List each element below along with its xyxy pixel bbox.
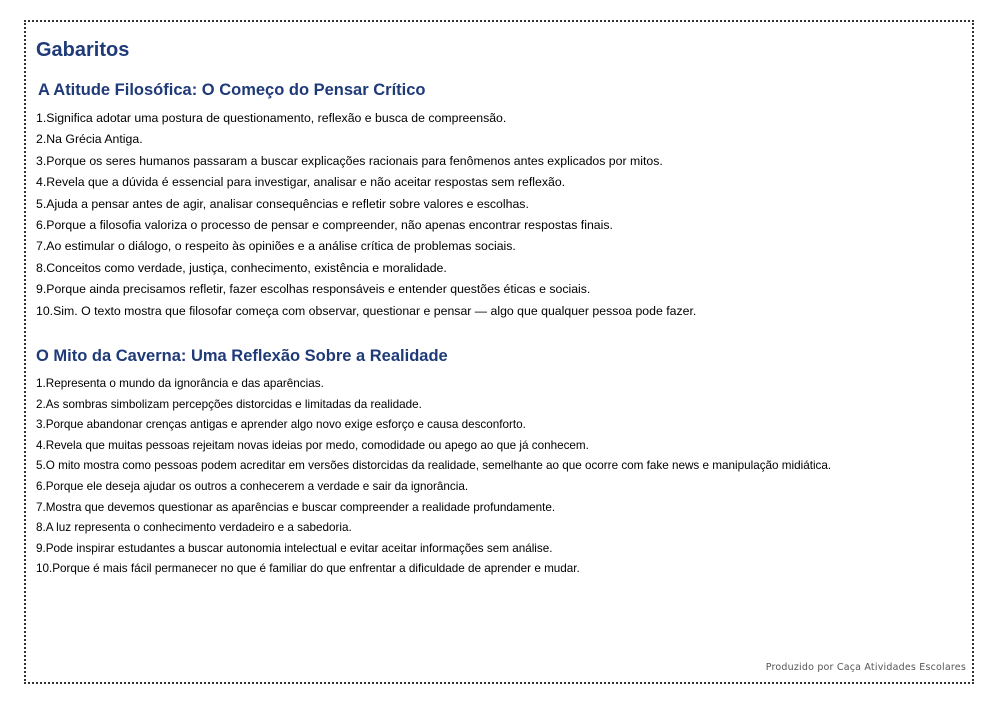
answer-item: 3.Porque os seres humanos passaram a buscar explicações racionais para fenômenos antes explicados por mitos. xyxy=(36,153,663,168)
section-atitude-filosofica xyxy=(36,80,696,322)
answer-item: 10.Porque é mais fácil permanecer no que é familiar do que enfrentar a dificuldade de aprender e mudar. xyxy=(36,562,580,576)
answer-list xyxy=(36,374,831,580)
answer-item: 7.Ao estimular o diálogo, o respeito às opiniões e a análise crítica de problemas sociais. xyxy=(36,239,516,254)
answer-list xyxy=(36,108,696,322)
answer-item: 7.Mostra que devemos questionar as aparências e buscar compreender a realidade profundamente. xyxy=(36,500,556,514)
answer-item: 5.O mito mostra como pessoas podem acreditar em versões distorcidas da realidade, semelhante ao que ocorre com fake news e manipulação midiática. xyxy=(36,459,832,473)
answer-item: 9.Pode inspirar estudantes a buscar autonomia intelectual e evitar aceitar informações sem análise. xyxy=(36,541,553,555)
answer-item: 2.As sombras simbolizam percepções distorcidas e limitadas da realidade. xyxy=(36,397,422,411)
answer-item: 2.Na Grécia Antiga. xyxy=(36,132,143,147)
answer-item: 3.Porque abandonar crenças antigas e aprender algo novo exige esforço e causa desconforto. xyxy=(36,418,526,432)
section-title: A Atitude Filosófica: O Começo do Pensar Crítico xyxy=(38,81,426,99)
answer-item: 4.Revela que muitas pessoas rejeitam novas ideias por medo, comodidade ou apego ao que já conhecem. xyxy=(36,438,589,452)
answer-item: 10.Sim. O texto mostra que filosofar começa com observar, questionar e pensar — algo que qualquer pessoa pode fazer. xyxy=(36,303,697,318)
answer-item: 4.Revela que a dúvida é essencial para investigar, analisar e não aceitar respostas sem reflexão. xyxy=(36,175,566,190)
answer-item: 6.Porque ele deseja ajudar os outros a conhecerem a verdade e sair da ignorância. xyxy=(36,479,469,493)
answer-item: 1.Representa o mundo da ignorância e das aparências. xyxy=(36,377,324,390)
page-title: Gabaritos xyxy=(36,39,130,61)
answer-item: 9.Porque ainda precisamos refletir, fazer escolhas responsáveis e entender questões éticas e sociais. xyxy=(36,282,591,297)
answer-item: 5.Ajuda a pensar antes de agir, analisar consequências e refletir sobre valores e escolhas. xyxy=(36,196,529,211)
answer-item: 1.Significa adotar uma postura de questionamento, reflexão e busca de compreensão. xyxy=(36,111,507,125)
footer-credit: Produzido por Caça Atividades Escolares xyxy=(765,662,966,673)
section-title: O Mito da Caverna: Uma Reflexão Sobre a Realidade xyxy=(36,347,448,365)
answer-item: 8.A luz representa o conhecimento verdadeiro e a sabedoria. xyxy=(36,521,352,535)
answer-item: 6.Porque a filosofia valoriza o processo de pensar e compreender, não apenas encontrar respostas finais. xyxy=(36,218,613,233)
answer-item: 8.Conceitos como verdade, justiça, conhecimento, existência e moralidade. xyxy=(36,260,447,275)
section-mito-da-caverna xyxy=(36,346,831,580)
